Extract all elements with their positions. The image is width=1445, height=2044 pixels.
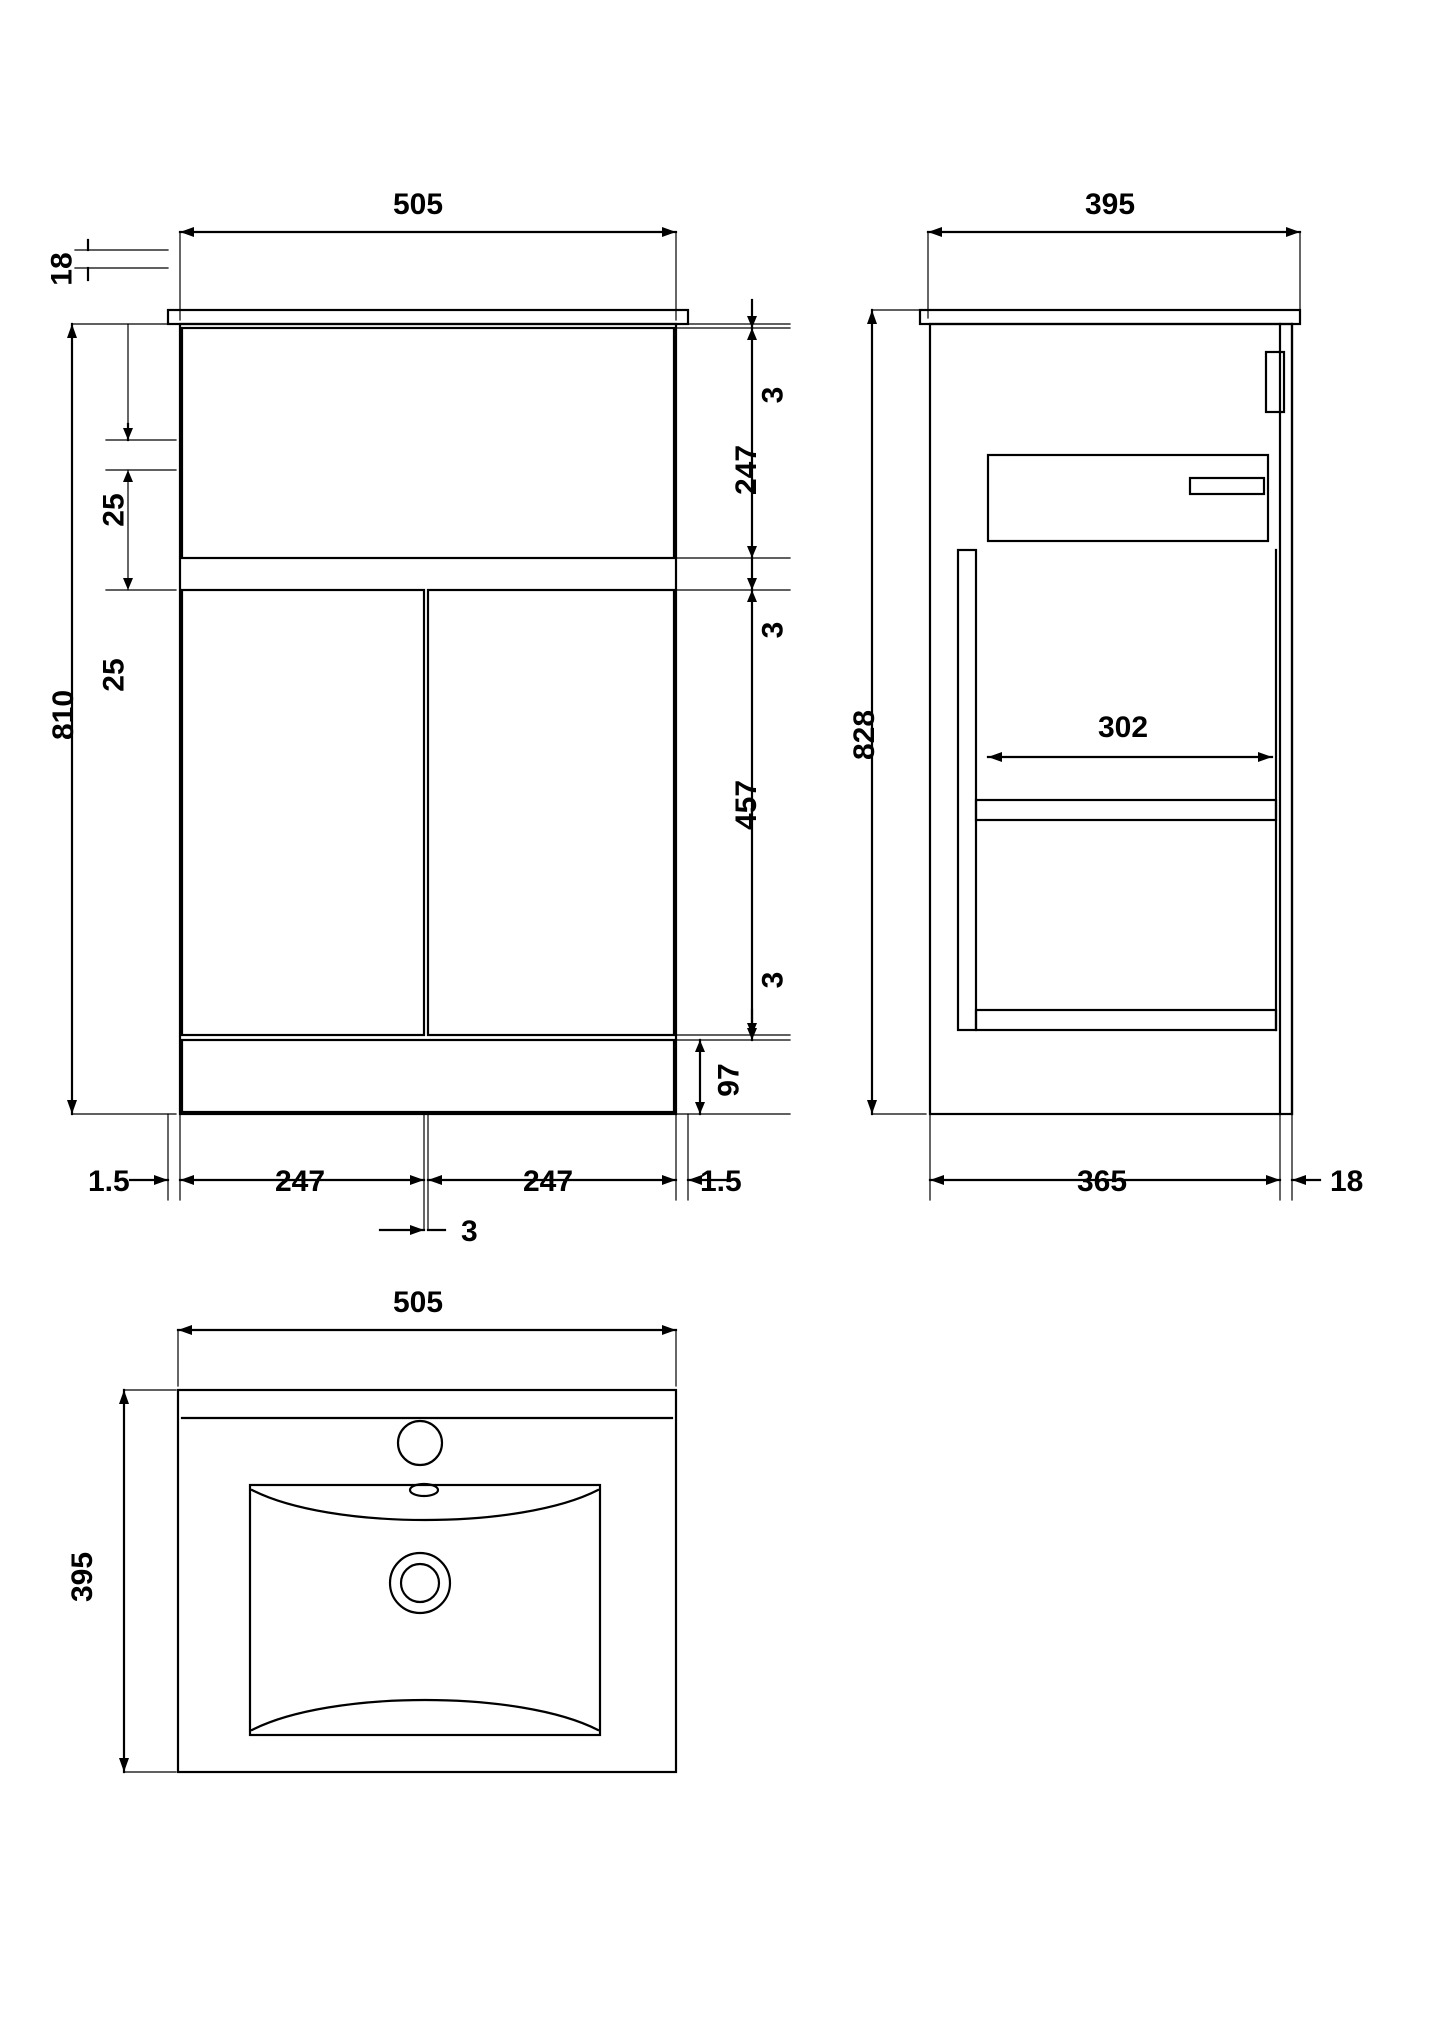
- plan-waste-outer: [390, 1553, 450, 1613]
- side-rear-notch: [1266, 352, 1284, 412]
- dim-side-body-depth: 365: [1077, 1165, 1128, 1198]
- front-drawer: [182, 328, 674, 558]
- dim-plan-basin-depth: 395: [66, 1551, 100, 1603]
- plan-tap-hole: [398, 1421, 442, 1465]
- dim-front-top-overhang: 18: [45, 252, 79, 286]
- dim-front-drawer-height: 247: [730, 444, 764, 496]
- plan-basin-outline: [178, 1390, 676, 1772]
- side-worktop: [920, 310, 1300, 324]
- dim-side-rear-offset: 18: [1330, 1165, 1364, 1198]
- front-plinth: [182, 1040, 674, 1112]
- dim-front-right-margin: 1.5: [700, 1165, 742, 1198]
- dim-front-overall-height: 810: [47, 689, 81, 741]
- dim-front-door-gap-top: 3: [756, 621, 790, 639]
- dim-front-plinth-gap: 3: [756, 971, 790, 989]
- dim-front-gap-lower-25: 25: [97, 658, 131, 692]
- dim-front-door-height: 457: [730, 779, 764, 831]
- dim-side-overall-depth: 395: [1085, 188, 1136, 221]
- dim-front-door-left-width: 247: [275, 1165, 326, 1198]
- plan-bowl-curve-top: [252, 1490, 598, 1520]
- dim-front-gap-top-25: 25: [97, 493, 131, 527]
- side-base: [976, 1010, 1276, 1030]
- plan-bowl-curve-bottom: [252, 1700, 598, 1730]
- plan-bowl-rect: [250, 1485, 600, 1735]
- side-drawer-handle: [1190, 478, 1264, 494]
- dim-plan-basin-width: 505: [393, 1286, 444, 1319]
- front-worktop: [168, 310, 688, 324]
- dim-side-overall-height: 828: [848, 709, 882, 761]
- dim-front-overall-width: 505: [393, 188, 444, 221]
- front-door-right: [428, 590, 674, 1035]
- dim-side-inner-depth: 302: [1098, 711, 1149, 744]
- side-drawer-box: [988, 455, 1268, 541]
- plan-waste-inner: [401, 1564, 439, 1602]
- dim-front-plinth-height: 97: [712, 1063, 746, 1097]
- dim-front-drawer-gap-top: 3: [756, 386, 790, 404]
- dim-front-left-margin: 1.5: [88, 1165, 130, 1198]
- dim-front-centre-gap: 3: [461, 1215, 478, 1248]
- front-door-left: [182, 590, 424, 1035]
- dim-front-door-right-width: 247: [523, 1165, 574, 1198]
- side-shelf: [976, 800, 1276, 820]
- side-door-panel: [958, 550, 976, 1030]
